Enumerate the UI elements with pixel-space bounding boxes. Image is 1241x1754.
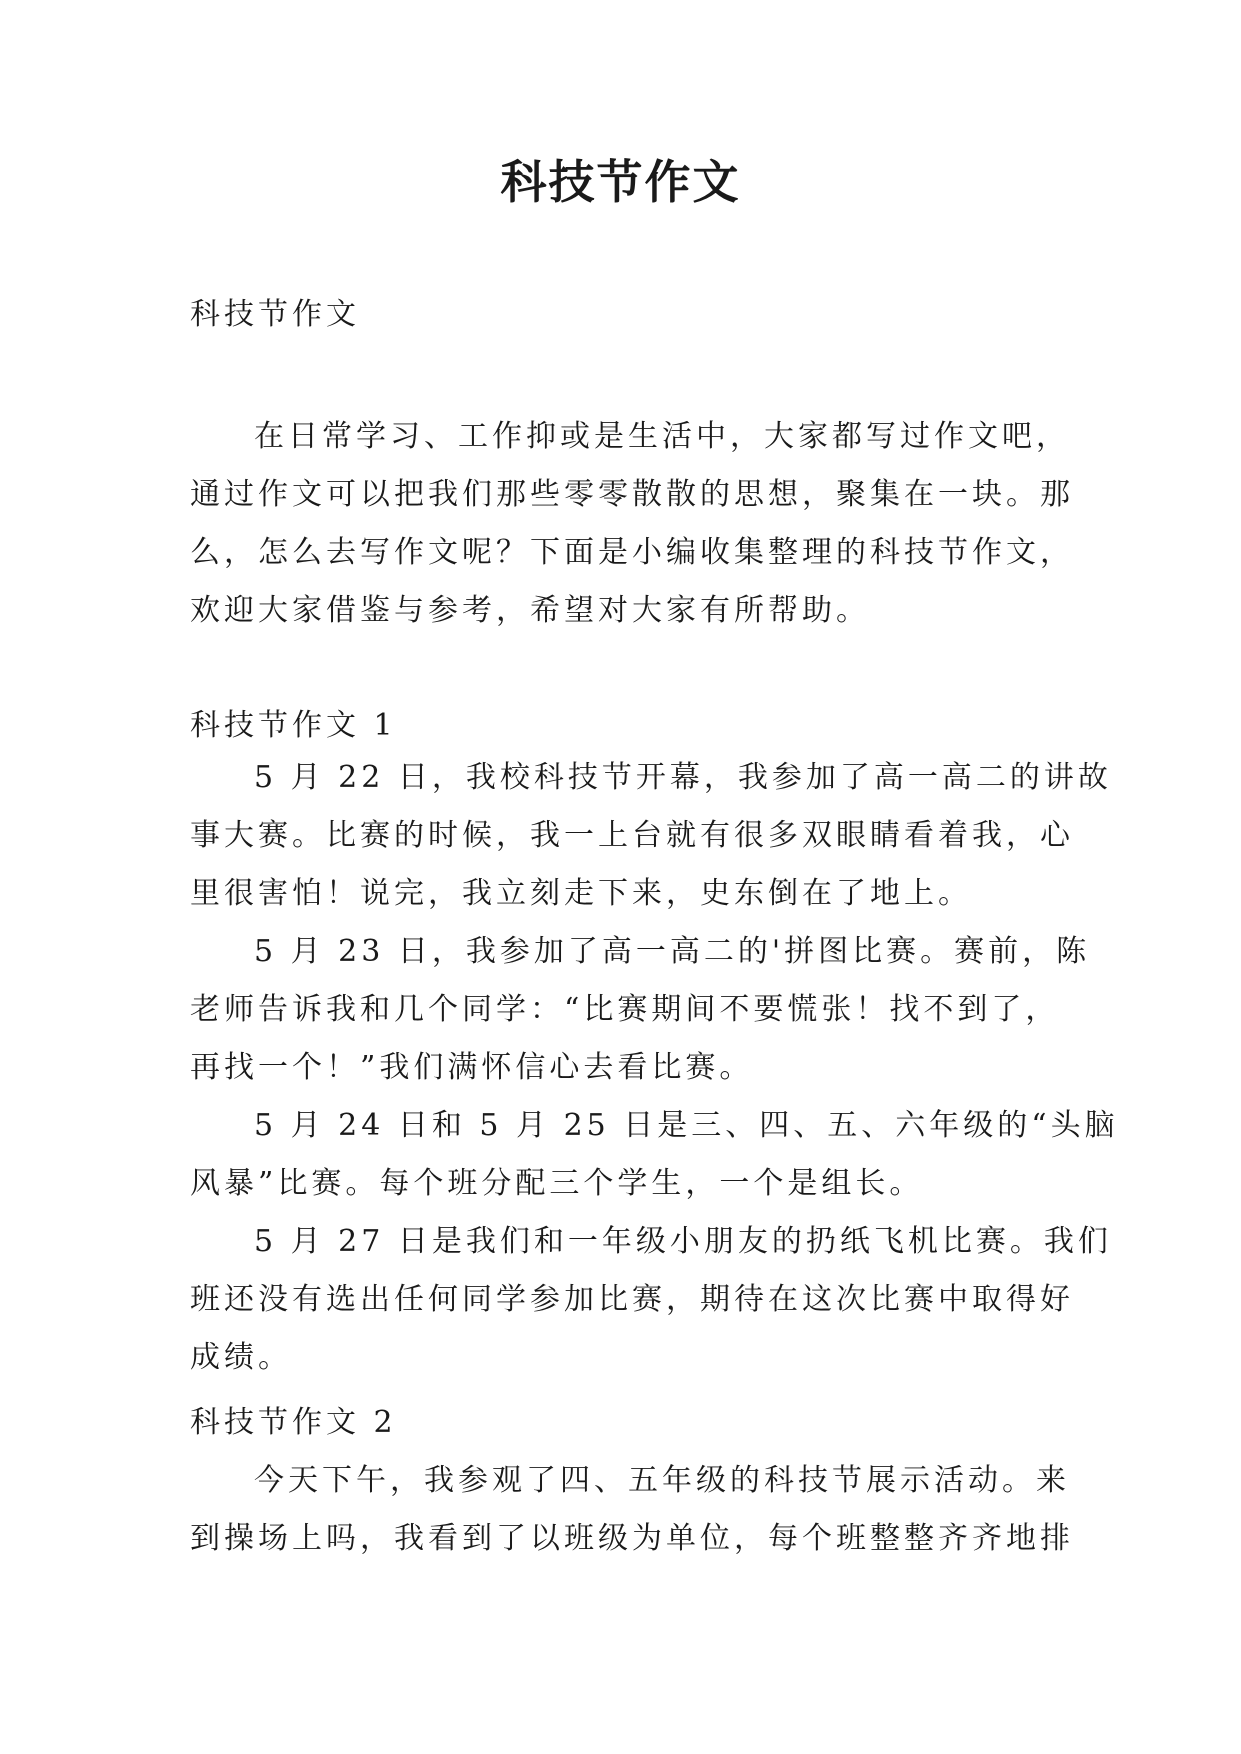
intro-paragraph xyxy=(190,408,1074,640)
paragraph-line: 5 月 22 日，我校科技节开幕，我参加了高一高二的讲故 xyxy=(254,760,1112,795)
section-heading: 科技节作文 1 xyxy=(190,708,397,743)
document-subtitle: 科技节作文 xyxy=(190,297,360,332)
paragraph-line: 里很害怕！说完，我立刻走下来，史东倒在了地上。 xyxy=(190,876,972,911)
paragraph-line: 风暴”比赛。每个班分配三个学生，一个是组长。 xyxy=(190,1166,924,1201)
document-title: 科技节作文 xyxy=(500,155,741,209)
intro-line: 在日常学习、工作抑或是生活中，大家都写过作文吧， xyxy=(254,419,1070,454)
document-subtitle-block xyxy=(190,286,1070,344)
paragraph-line: 5 月 24 日和 5 月 25 日是三、四、五、六年级的“头脑 xyxy=(254,1108,1119,1143)
intro-line: 通过作文可以把我们那些零零散散的思想，聚集在一块。那 xyxy=(190,477,1074,512)
paragraph-line: 今天下午，我参观了四、五年级的科技节展示活动。来 xyxy=(254,1463,1070,1498)
paragraph-line: 老师告诉我和几个同学：“比赛期间不要慌张！找不到了， xyxy=(190,992,1060,1027)
intro-line: 么，怎么去写作文呢？下面是小编收集整理的科技节作文， xyxy=(190,535,1074,570)
section-heading: 科技节作文 2 xyxy=(190,1405,397,1440)
paragraph-line: 5 月 27 日是我们和一年级小朋友的扔纸飞机比赛。我们 xyxy=(254,1224,1112,1259)
intro-line: 欢迎大家借鉴与参考，希望对大家有所帮助。 xyxy=(190,593,870,628)
essay-section-1 xyxy=(190,697,1119,1387)
paragraph-line: 到操场上吗，我看到了以班级为单位，每个班整整齐齐地排 xyxy=(190,1521,1074,1556)
essay-section-2 xyxy=(190,1394,1074,1568)
paragraph-line: 再找一个！”我们满怀信心去看比赛。 xyxy=(190,1050,754,1085)
paragraph-line: 班还没有选出任何同学参加比赛，期待在这次比赛中取得好 xyxy=(190,1282,1074,1317)
paragraph-line: 成绩。 xyxy=(190,1340,292,1375)
paragraph-line: 5 月 23 日，我参加了高一高二的'拼图比赛。赛前，陈 xyxy=(254,934,1091,969)
paragraph-line: 事大赛。比赛的时候，我一上台就有很多双眼睛看着我，心 xyxy=(190,818,1074,853)
